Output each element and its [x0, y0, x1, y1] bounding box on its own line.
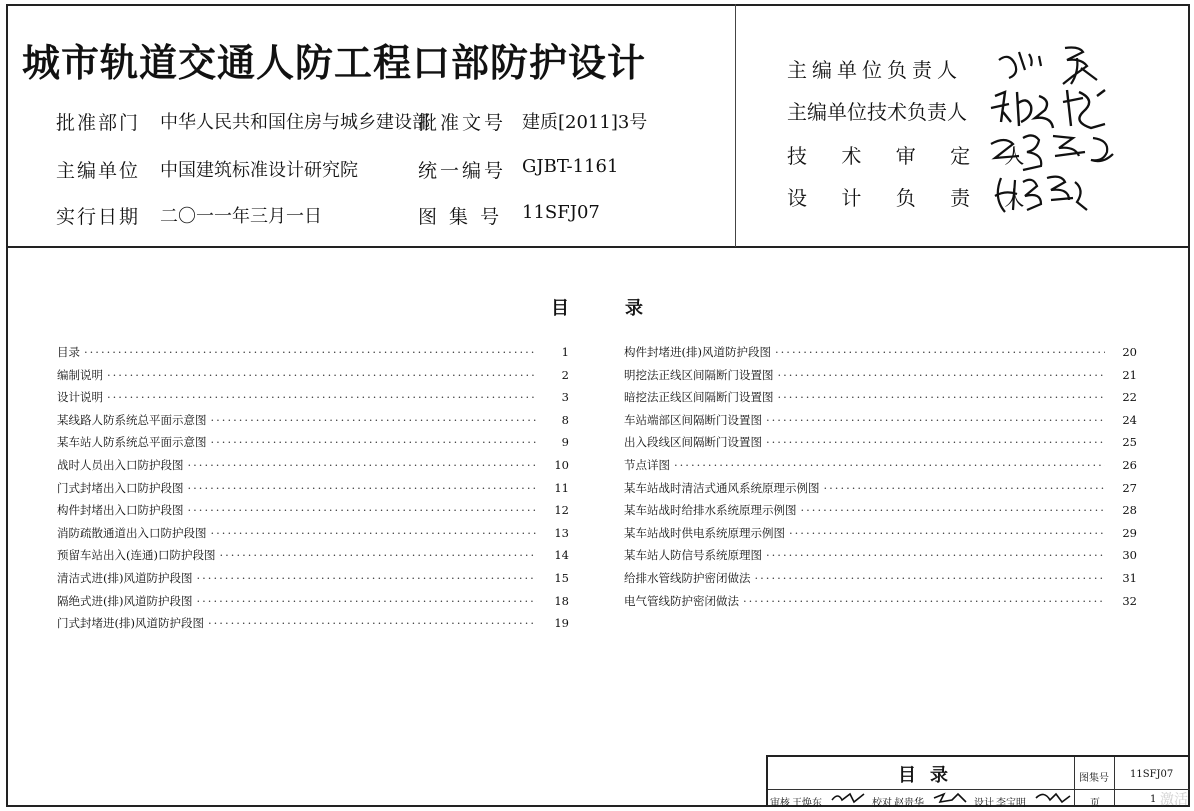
- toc-entry[interactable]: [624, 412, 1137, 435]
- toc-entry[interactable]: [57, 570, 569, 593]
- toc-entry-label: 隔绝式进(排)风道防护段图: [57, 593, 193, 608]
- toc-entry[interactable]: [57, 525, 569, 548]
- atlas-no-value: 11SFJ07: [1130, 769, 1174, 780]
- approval-doc-value: 建质[2011]3号: [522, 112, 648, 133]
- toc-entry-page: 30: [1122, 548, 1137, 563]
- toc-entry-label: 出入段线区间隔断门设置图: [624, 435, 762, 450]
- toc-entry-page: 13: [554, 525, 569, 540]
- approval-doc-label: 批准文号: [418, 112, 507, 134]
- design-label: 设计: [974, 798, 994, 809]
- toc-entry-label: 某车站人防信号系统原理图: [624, 548, 762, 563]
- toc-entry-page: 29: [1122, 525, 1137, 540]
- editor-unit-label: 主编单位: [56, 160, 141, 182]
- toc-entry[interactable]: [57, 547, 569, 570]
- toc-entry[interactable]: [57, 593, 569, 616]
- toc-leader-dots: [789, 526, 1105, 540]
- toc-entry-label: 节点详图: [624, 457, 670, 472]
- toc-leader-dots: [107, 390, 537, 404]
- toc-heading-left: 目: [551, 298, 569, 319]
- page-label: 页: [1090, 798, 1100, 809]
- toc-entry-label: 门式封堵进(排)风道防护段图: [57, 616, 204, 631]
- toc-entry-page: 11: [554, 480, 569, 495]
- toc-entry[interactable]: [624, 547, 1137, 570]
- toc-entry[interactable]: [624, 367, 1137, 390]
- resp-label: 主编单位技术负责人: [787, 100, 967, 124]
- toc-entry-page: 8: [561, 412, 569, 427]
- toc-entry-label: 门式封堵出入口防护段图: [57, 480, 184, 495]
- title-block-title: 目录: [898, 765, 962, 786]
- unified-number-value: GJBT-1161: [522, 156, 619, 177]
- toc-entry-page: 10: [554, 457, 569, 472]
- toc-leader-dots: [766, 413, 1105, 427]
- toc-entry-page: 9: [561, 435, 569, 450]
- toc-leader-dots: [778, 368, 1106, 382]
- signature-image: [995, 40, 1115, 88]
- toc-entry-page: 24: [1122, 412, 1137, 427]
- toc-entry[interactable]: [624, 502, 1137, 525]
- effective-date-value: 二〇一一年三月一日: [160, 206, 322, 227]
- effective-date-label: 实行日期: [56, 206, 141, 228]
- toc-entry[interactable]: [624, 570, 1137, 593]
- toc-entry-label: 编制说明: [57, 367, 103, 382]
- toc-entry[interactable]: [57, 502, 569, 525]
- toc-leader-dots: [84, 345, 537, 359]
- toc-entry-page: 27: [1122, 480, 1137, 495]
- toc-leader-dots: [211, 526, 538, 540]
- toc-entry-page: 2: [561, 367, 569, 382]
- toc-entry-label: 战时人员出入口防护段图: [57, 457, 184, 472]
- toc-left-column: [57, 344, 569, 638]
- toc-entry-label: 某线路人防系统总平面示意图: [57, 412, 207, 427]
- approval-dept-label: 批准部门: [56, 112, 141, 134]
- review-signature-image: [830, 790, 868, 806]
- toc-entry-label: 电气管线防护密闭做法: [624, 593, 739, 608]
- check-name: 赵贵华: [894, 798, 924, 809]
- toc-leader-dots: [107, 368, 537, 382]
- toc-leader-dots: [188, 481, 538, 495]
- toc-leader-dots: [188, 503, 538, 517]
- toc-leader-dots: [674, 458, 1105, 472]
- toc-heading-right: 录: [625, 298, 643, 319]
- toc-entry-label: 车站端部区间隔断门设置图: [624, 412, 762, 427]
- toc-entry-label: 目录: [57, 345, 80, 359]
- toc-leader-dots: [211, 413, 538, 427]
- toc-entry-page: 15: [554, 570, 569, 585]
- toc-entry[interactable]: [57, 389, 569, 412]
- toc-entry-label: 给排水管线防护密闭做法: [624, 570, 751, 585]
- toc-entry[interactable]: [624, 434, 1137, 457]
- toc-entry-page: 28: [1122, 503, 1137, 518]
- toc-entry-label: 暗挖法正线区间隔断门设置图: [624, 390, 774, 405]
- design-name: 李宝明: [996, 798, 1026, 809]
- toc-entry-page: 19: [554, 616, 569, 631]
- toc-entry-page: 22: [1122, 390, 1137, 405]
- check-label: 校对: [872, 798, 892, 809]
- header-divider: [6, 246, 1190, 248]
- toc-right-column: [624, 344, 1137, 615]
- title-block: [766, 755, 1190, 807]
- toc-entry-label: 某车站战时给排水系统原理示例图: [624, 503, 797, 518]
- toc-leader-dots: [188, 458, 538, 472]
- toc-entry-label: 清洁式进(排)风道防护段图: [57, 570, 193, 585]
- toc-leader-dots: [775, 345, 1105, 359]
- toc-entry[interactable]: [57, 434, 569, 457]
- toc-entry-page: 21: [1122, 367, 1137, 382]
- unified-number-label: 统一编号: [418, 160, 507, 182]
- toc-entry-label: 某车站战时供电系统原理示例图: [624, 525, 785, 540]
- signature-image: [991, 168, 1101, 222]
- toc-leader-dots: [766, 548, 1105, 562]
- toc-leader-dots: [824, 481, 1106, 495]
- toc-leader-dots: [766, 435, 1105, 449]
- toc-entry-label: 预留车站出入(连通)口防护段图: [57, 548, 216, 563]
- toc-entry[interactable]: [57, 457, 569, 480]
- toc-entry-page: 1: [561, 345, 569, 359]
- resp-label: 技 术 审 定 人: [787, 144, 1039, 168]
- toc-entry-label: 明挖法正线区间隔断门设置图: [624, 367, 774, 382]
- review-name: 王焕东: [792, 798, 822, 809]
- toc-entry-label: 设计说明: [57, 390, 103, 405]
- toc-entry-page: 26: [1122, 457, 1137, 472]
- toc-entry-page: 20: [1122, 345, 1137, 359]
- toc-entry-label: 构件封堵进(排)风道防护段图: [624, 345, 771, 359]
- editor-unit-value: 中国建筑标准设计研究院: [160, 160, 358, 181]
- toc-leader-dots: [755, 571, 1106, 585]
- toc-entry[interactable]: [624, 457, 1137, 480]
- title-block-divider: [1074, 757, 1075, 805]
- toc-entry[interactable]: [57, 344, 569, 367]
- toc-entry-label: 某车站人防系统总平面示意图: [57, 435, 207, 450]
- toc-entry[interactable]: [624, 593, 1137, 616]
- toc-leader-dots: [801, 503, 1106, 517]
- page-number: 1: [1150, 794, 1157, 805]
- atlas-number-label: 图 集 号: [418, 206, 503, 228]
- toc-entry[interactable]: [57, 480, 569, 503]
- title-block-divider: [1114, 757, 1115, 805]
- toc-leader-dots: [208, 616, 537, 630]
- toc-entry[interactable]: [624, 525, 1137, 548]
- design-signature-image: [1034, 790, 1072, 806]
- toc-entry[interactable]: [57, 412, 569, 435]
- watermark-text: 激活: [1160, 792, 1188, 808]
- toc-leader-dots: [743, 594, 1105, 608]
- approval-dept-value: 中华人民共和国住房与城乡建设部: [160, 112, 430, 133]
- resp-label: 设 计 负 责 人: [787, 186, 1039, 210]
- atlas-title: 城市轨道交通人防工程口部防护设计: [22, 41, 647, 85]
- toc-entry-page: 3: [561, 390, 569, 405]
- review-label: 审核: [770, 798, 790, 809]
- toc-entry[interactable]: [624, 480, 1137, 503]
- toc-leader-dots: [778, 390, 1106, 404]
- toc-entry-page: 31: [1122, 570, 1137, 585]
- toc-entry-page: 14: [554, 548, 569, 563]
- toc-leader-dots: [211, 435, 538, 449]
- toc-entry-label: 构件封堵出入口防护段图: [57, 503, 184, 518]
- resp-label: 主编单位负责人: [787, 58, 962, 82]
- atlas-no-label: 图集号: [1079, 773, 1109, 784]
- toc-entry-page: 25: [1122, 435, 1137, 450]
- toc-leader-dots: [196, 594, 537, 608]
- check-signature-image: [932, 790, 968, 806]
- toc-entry-label: 消防疏散通道出入口防护段图: [57, 525, 207, 540]
- toc-entry[interactable]: [57, 367, 569, 390]
- toc-leader-dots: [196, 571, 537, 585]
- signature-image: [985, 126, 1135, 174]
- toc-entry[interactable]: [57, 615, 569, 638]
- toc-entry-label: 某车站战时清洁式通风系统原理示例图: [624, 480, 820, 495]
- header-column-divider: [735, 4, 736, 247]
- toc-leader-dots: [219, 548, 537, 562]
- atlas-number-value: 11SFJ07: [522, 202, 600, 223]
- toc-entry-page: 12: [554, 503, 569, 518]
- toc-entry[interactable]: [624, 389, 1137, 412]
- toc-entry[interactable]: [624, 344, 1137, 367]
- toc-entry-page: 18: [554, 593, 569, 608]
- toc-entry-page: 32: [1122, 593, 1137, 608]
